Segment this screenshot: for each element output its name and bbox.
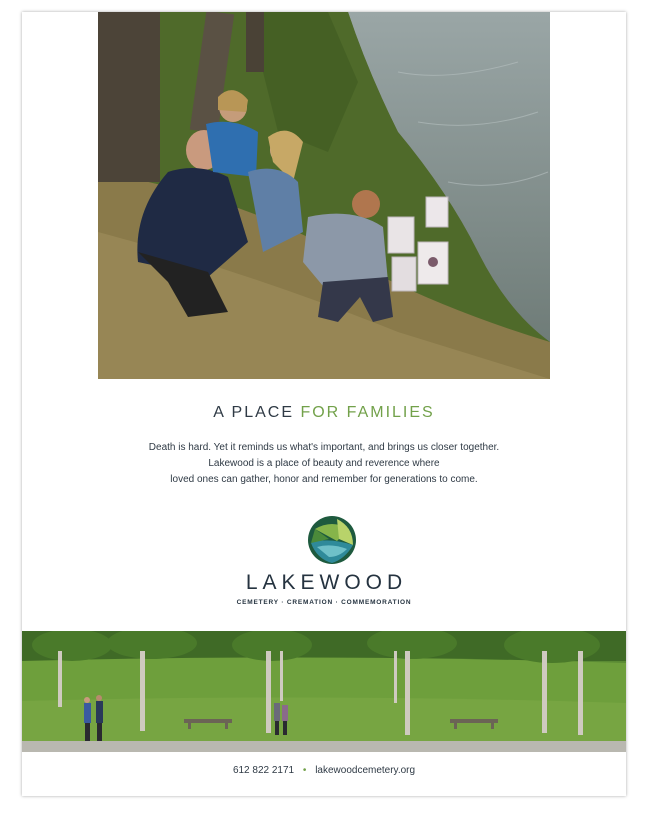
body-line: Death is hard. Yet it reminds us what's important, and brings us closer together. xyxy=(148,442,500,453)
ad-page xyxy=(22,12,626,796)
family-lake-photo xyxy=(98,12,550,379)
footer-separator: • xyxy=(302,765,307,776)
brand-tagline: CEMETERY · CREMATION · COMMEMORATION xyxy=(236,599,412,606)
body-line: loved ones can gather, honor and remember for generations to come. xyxy=(170,474,478,485)
cemetery-lawn-photo xyxy=(22,631,626,752)
website-link[interactable]: lakewoodcemetery.org xyxy=(315,765,416,776)
brand-name: LAKEWOOD xyxy=(245,571,408,594)
contact-footer xyxy=(22,765,626,776)
phone-number[interactable]: 612 822 2171 xyxy=(232,765,295,776)
headline xyxy=(22,404,626,422)
headline-accent: FOR FAMILIES xyxy=(300,404,435,421)
body-line: Lakewood is a place of beauty and reverence where xyxy=(208,458,440,469)
body-copy xyxy=(62,440,586,488)
headline-main: A PLACE xyxy=(213,404,294,421)
lakewood-logo-icon xyxy=(307,515,357,565)
